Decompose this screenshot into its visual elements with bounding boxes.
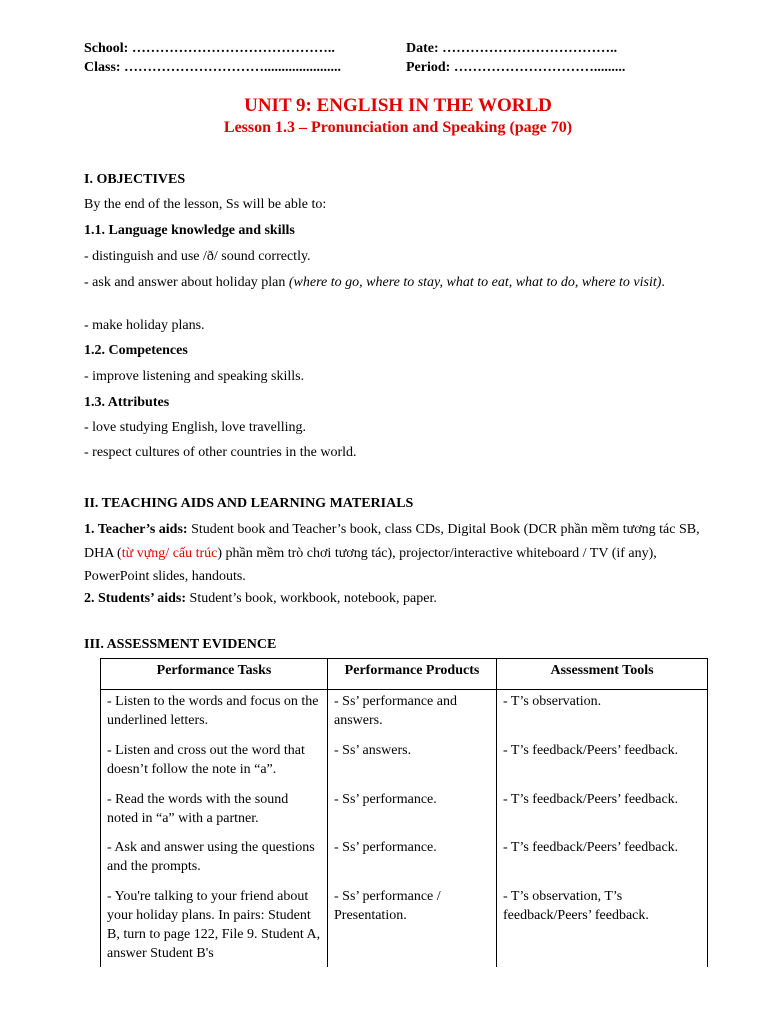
table-cell: - T’s observation. [497,690,708,739]
objectives-heading: I. OBJECTIVES [84,172,186,187]
table-row [101,885,708,967]
objective-end: . [661,275,665,290]
assessment-heading: III. ASSESSMENT EVIDENCE [84,637,277,652]
table-cell: - T’s observation, T’s feedback/Peers’ feedback. [497,885,708,967]
students-aids-text: Student’s book, workbook, notebook, paper. [186,591,437,606]
students-aids [84,589,708,609]
table-row [101,690,708,739]
competences-heading: 1.2. Competences [84,343,188,358]
column-header: Performance Tasks [101,659,328,690]
table-cell: - T’s feedback/Peers’ feedback. [497,739,708,788]
date-field: Date: ……………………………….. [406,41,618,56]
aids-heading: II. TEACHING AIDS AND LEARNING MATERIALS [84,496,414,511]
school-field: School: …………………………………….. [84,41,335,56]
table-cell: - T’s feedback/Peers’ feedback. [497,788,708,836]
teacher-aids-label: 1. Teacher’s aids: [84,522,188,537]
class-field: Class: …………………………...................... [84,60,342,75]
objective-item: - respect cultures of other countries in the world. [84,445,357,460]
objective-item: - improve listening and speaking skills. [84,369,305,384]
table-header-row [101,659,708,690]
teacher-aids-text-end: ) phần mềm trò chơi tương tác), projector/interactive whiteboard / TV (if any), PowerPoint slides, handouts. [84,545,657,584]
objectives-intro: By the end of the lesson, Ss will be able to: [84,197,327,212]
objective-italic-text: (where to go, where to stay, what to eat, what to do, where to visit) [288,275,662,290]
table-cell: - Ss’ performance / Presentation. [328,885,497,967]
assessment-table [100,658,708,967]
table-row [101,836,708,885]
table-row [101,739,708,788]
students-aids-label: 2. Students’ aids: [84,591,187,606]
objective-item [84,273,708,292]
table-cell: - Ss’ performance and answers. [328,690,497,739]
attributes-heading: 1.3. Attributes [84,395,170,410]
table-cell: - Read the words with the sound noted in “a” with a partner. [101,788,328,836]
teacher-aids [84,518,710,589]
table-cell: - Listen and cross out the word that doesn’t follow the note in “a”. [101,739,328,788]
table-cell: - Ss’ performance. [328,788,497,836]
objective-item: - love studying English, love travelling. [84,420,307,435]
table-cell: - Ss’ performance. [328,836,497,885]
column-header: Performance Products [328,659,497,690]
objective-item: - make holiday plans. [84,318,205,333]
teacher-aids-red-text: từ vựng/ cấu trúc [121,545,218,561]
objective-text: - ask and answer about holiday plan [84,275,289,290]
table-cell: - Ss’ answers. [328,739,497,788]
table-cell: - You're talking to your friend about your holiday plans. In pairs: Student B, turn to page 122, File 9. Student A, answer Student B's [101,885,328,967]
objective-item: - distinguish and use /ð/ sound correctly. [84,249,311,264]
table-cell: - Listen to the words and focus on the underlined letters. [101,690,328,739]
unit-title: UNIT 9: ENGLISH IN THE WORLD [244,95,552,116]
lesson-title: Lesson 1.3 – Pronunciation and Speaking (page 70) [223,119,573,136]
period-field: Period: …………………………......... [406,60,626,75]
table-row [101,788,708,836]
table-cell: - T’s feedback/Peers’ feedback. [497,836,708,885]
language-skills-heading: 1.1. Language knowledge and skills [84,223,295,238]
table-cell: - Ask and answer using the questions and the prompts. [101,836,328,885]
column-header: Assessment Tools [497,659,708,690]
teacher-aids-text: Student book and Teacher’s book, class CDs, Digital Book (DCR phần mềm tương tác SB, DHA ( [84,522,700,561]
